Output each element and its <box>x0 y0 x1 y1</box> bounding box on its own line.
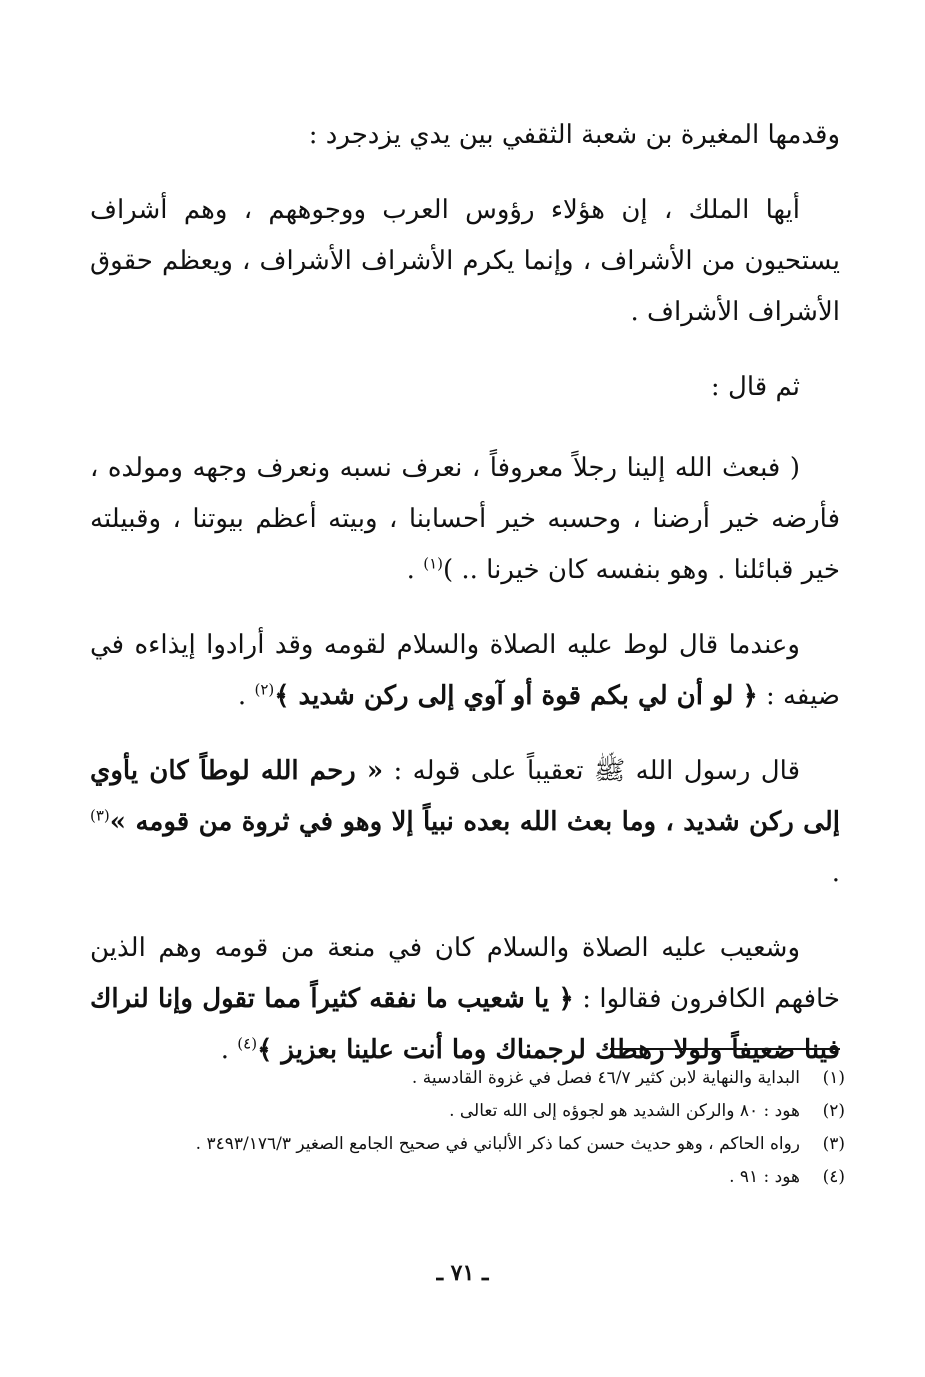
paragraph-4-end: . <box>406 555 424 585</box>
paragraph-6-intro: قال رسول الله ﷺ تعقيباً على قوله : <box>393 756 801 786</box>
quran-quote-2: ﴿ يا شعيب ما نفقه كثيراً مما تقول وإنا لنراك فينا ضعيفاً ولولا رهطك لرجمناك وما أنت علينا بعزيز ﴾ <box>90 984 840 1065</box>
footnote-3 <box>100 1128 845 1161</box>
paragraph-5 <box>90 620 840 722</box>
paragraph-5-intro: وعندما قال لوط عليه الصلاة والسلام لقومه وقد أرادوا إيذاءه في ضيفه : <box>90 630 840 711</box>
footnote-number: (٣) <box>822 1134 845 1154</box>
paragraph-6 <box>90 746 840 899</box>
paragraph-6-end: . <box>831 858 840 888</box>
paragraph-1-text: وقدمها المغيرة بن شعبة الثقفي بين يدي يزدجرد : <box>308 120 840 150</box>
page-number: ـ ٧١ ـ <box>436 1260 489 1286</box>
paragraph-4 <box>90 443 840 596</box>
paragraph-2 <box>90 185 840 338</box>
quran-quote-1: ﴿ لو أن لي بكم قوة أو آوي إلى ركن شديد ﴾ <box>274 681 758 711</box>
footnote-text: رواه الحاكم ، وهو حديث حسن كما ذكر الألباني في صحيح الجامع الصغير ٣٤٩٣/١٧٦/٣ . <box>195 1134 800 1154</box>
paragraph-3 <box>90 362 840 413</box>
paragraph-4-text: ( فبعث الله إلينا رجلاً معروفاً ، نعرف نسبه ونعرف وجهه ومولده ، فأرضه خير أرضنا ، وحسبه خير أحسابنا ، وبيته أعظم بيوتنا ، وقبيلته خير قبائلنا . وهو بنفسه كان خيرنا .. ) <box>90 453 840 585</box>
footnote-text: هود : ٩١ . <box>729 1167 800 1187</box>
footnote-ref-2[interactable]: (٢) <box>254 680 275 699</box>
footnotes <box>100 1062 845 1194</box>
hadith-quote: « رحم الله لوطاً كان يأوي إلى ركن شديد ، وما بعث الله بعده نبياً إلا وهو في ثروة من قومه » <box>90 756 840 837</box>
footnote-ref-1[interactable]: (١) <box>423 554 443 573</box>
paragraph-3-text: ثم قال : <box>710 372 800 402</box>
footnote-1 <box>100 1062 845 1095</box>
footnote-number: (٤) <box>822 1167 845 1187</box>
paragraph-7-end: . <box>220 1035 238 1065</box>
footnote-separator <box>610 1048 840 1050</box>
footnote-ref-3[interactable]: (٣) <box>90 806 110 825</box>
paragraph-2-text: أيها الملك ، إن هؤلاء رؤوس العرب ووجوههم ، وهم أشراف يستحيون من الأشراف ، وإنما يكرم الأشراف الأشراف ، ويعظم حقوق الأشراف الأشراف . <box>90 195 840 327</box>
paragraph-1 <box>90 110 840 161</box>
footnote-ref-4[interactable]: (٤) <box>237 1034 258 1053</box>
paragraph-7-intro: وشعيب عليه الصلاة والسلام كان في منعة من قومه وهم الذين خافهم الكافرون فقالوا : <box>90 933 841 1014</box>
main-text <box>90 110 840 1100</box>
footnote-text: هود : ٨٠ والركن الشديد هو لجوؤه إلى الله تعالى . <box>449 1101 800 1121</box>
footnote-text: البداية والنهاية لابن كثير ٤٦/٧ فصل في غزوة القادسية . <box>411 1068 800 1088</box>
paragraph-5-end: . <box>237 681 255 711</box>
footnote-number: (١) <box>822 1068 845 1088</box>
paragraph-7 <box>90 923 840 1076</box>
footnote-2 <box>100 1095 845 1128</box>
footnote-number: (٢) <box>822 1101 845 1121</box>
footnote-4 <box>100 1161 845 1194</box>
